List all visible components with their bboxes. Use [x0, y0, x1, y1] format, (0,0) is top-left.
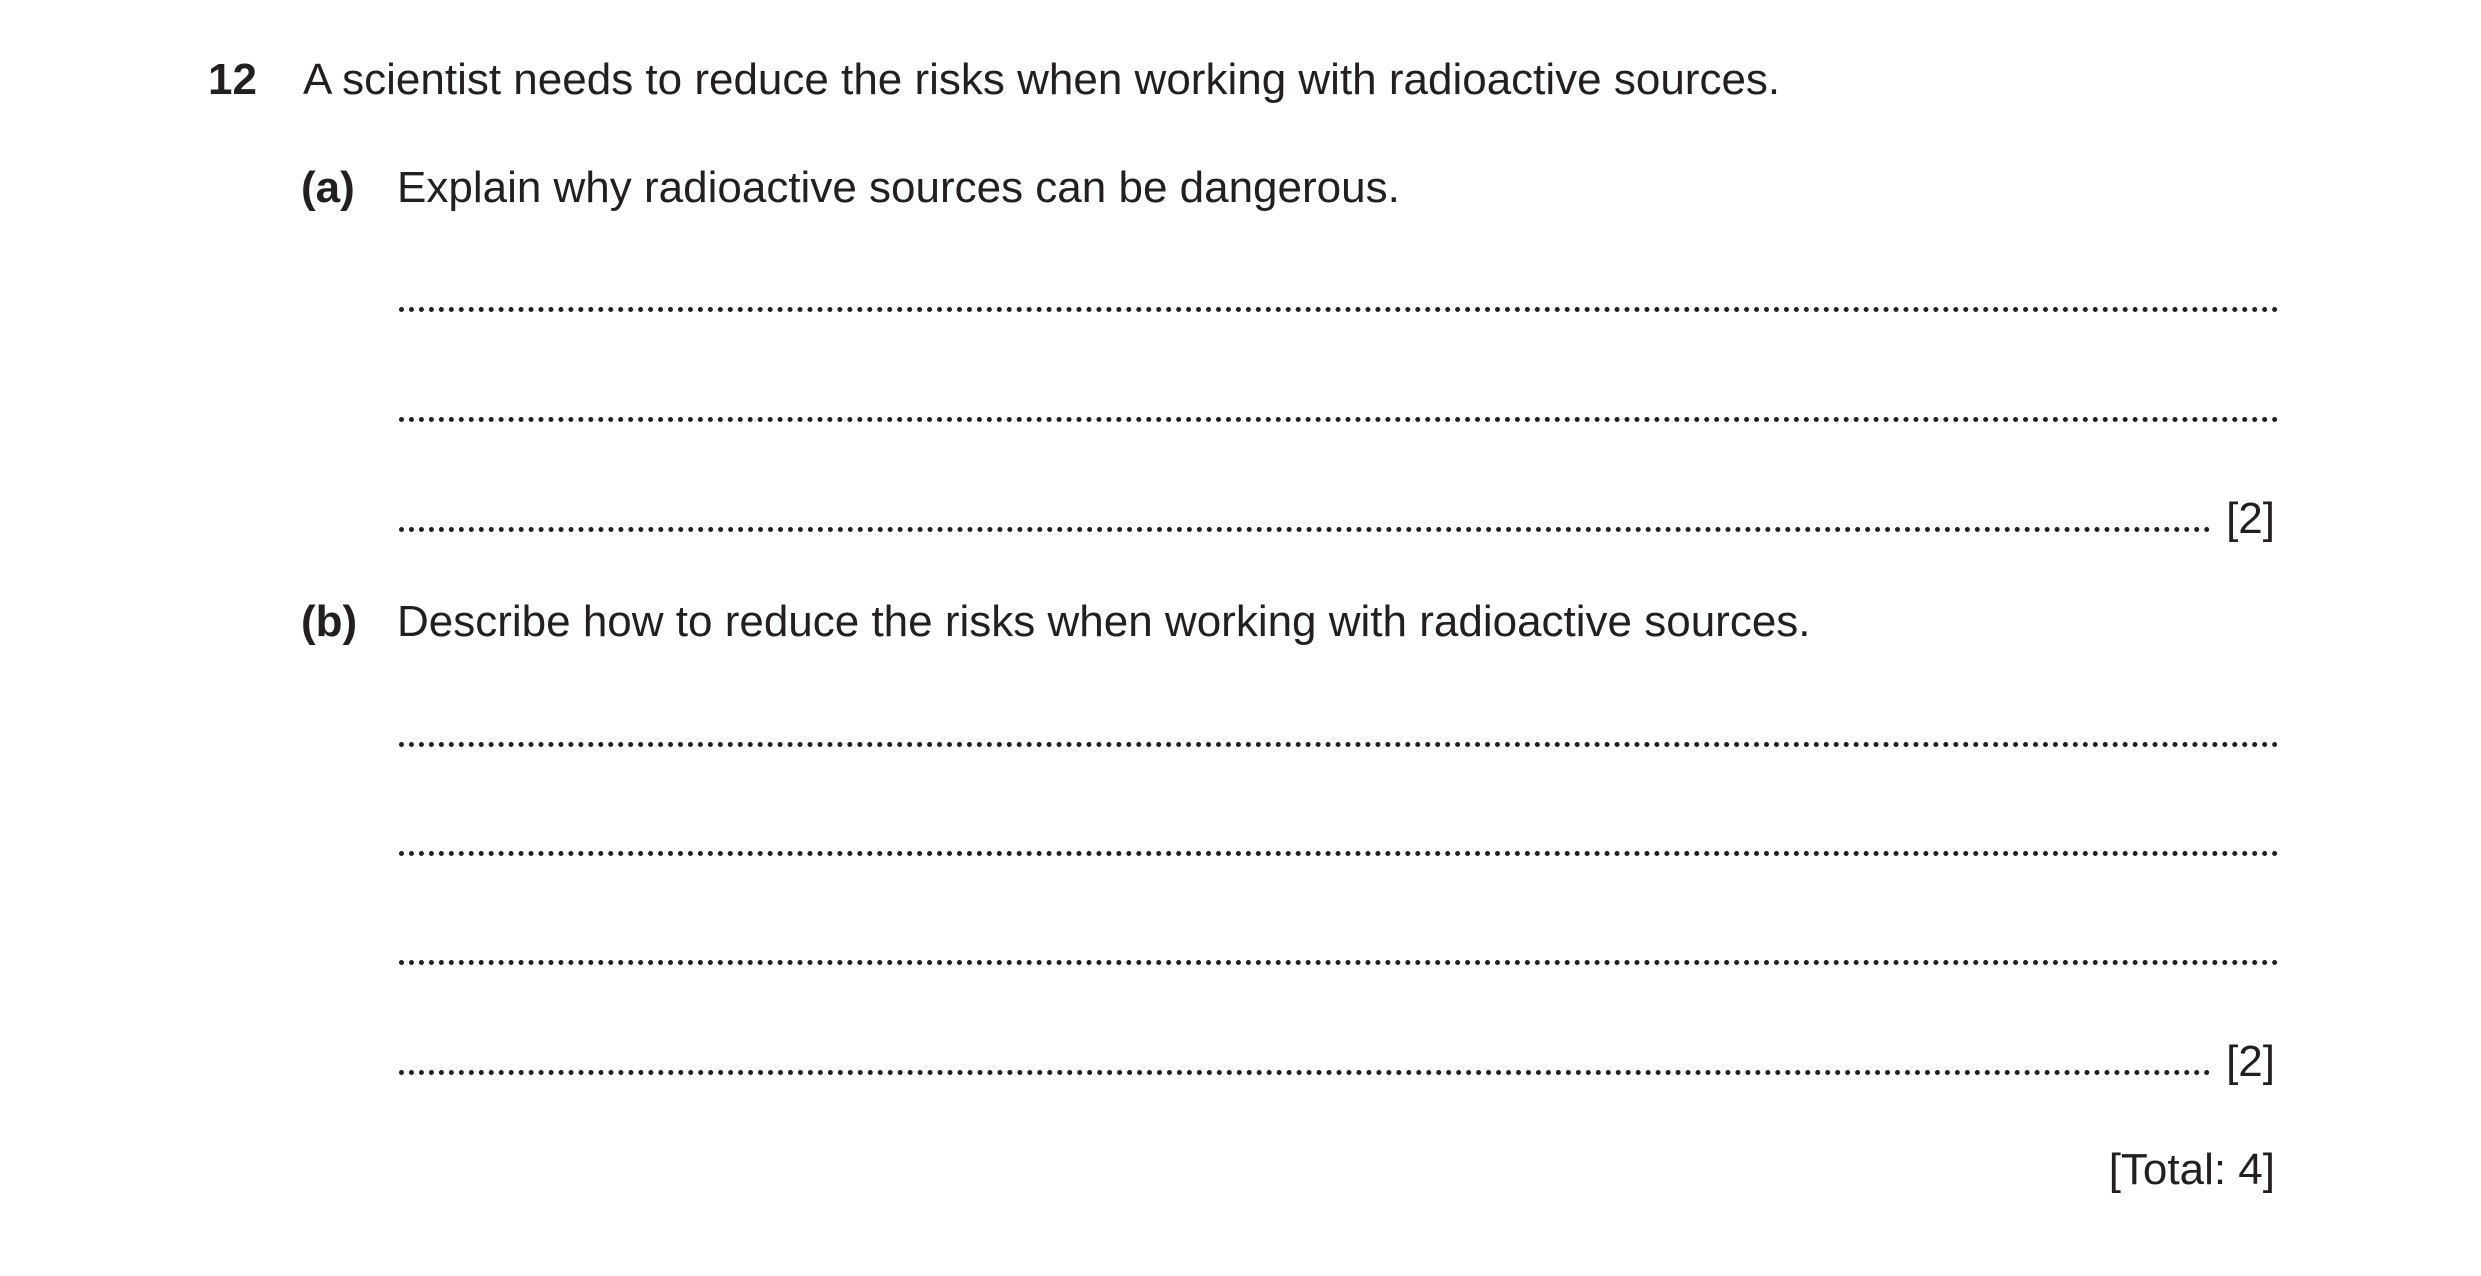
question-number: 12 — [208, 55, 257, 104]
part-b-answer-line-3[interactable] — [399, 960, 2279, 965]
part-a-answer-line-1[interactable] — [399, 307, 2279, 312]
part-b-answer-line-2[interactable] — [399, 851, 2279, 856]
part-a-answer-line-3[interactable] — [399, 527, 2211, 532]
part-b-prompt: Describe how to reduce the risks when working with radioactive sources. — [397, 597, 1811, 646]
total-marks: [Total: 4] — [2108, 1145, 2275, 1194]
part-a-label: (a) — [301, 163, 355, 212]
question-stem: A scientist needs to reduce the risks when working with radioactive sources. — [303, 55, 1781, 104]
part-b-label: (b) — [301, 597, 358, 646]
part-a-prompt: Explain why radioactive sources can be dangerous. — [397, 163, 1400, 212]
part-b-answer-line-1[interactable] — [399, 742, 2279, 747]
part-b-answer-line-4[interactable] — [399, 1070, 2211, 1075]
part-b-marks: [2] — [2226, 1037, 2275, 1086]
part-a-answer-line-2[interactable] — [399, 417, 2279, 422]
part-a-marks: [2] — [2226, 494, 2275, 543]
